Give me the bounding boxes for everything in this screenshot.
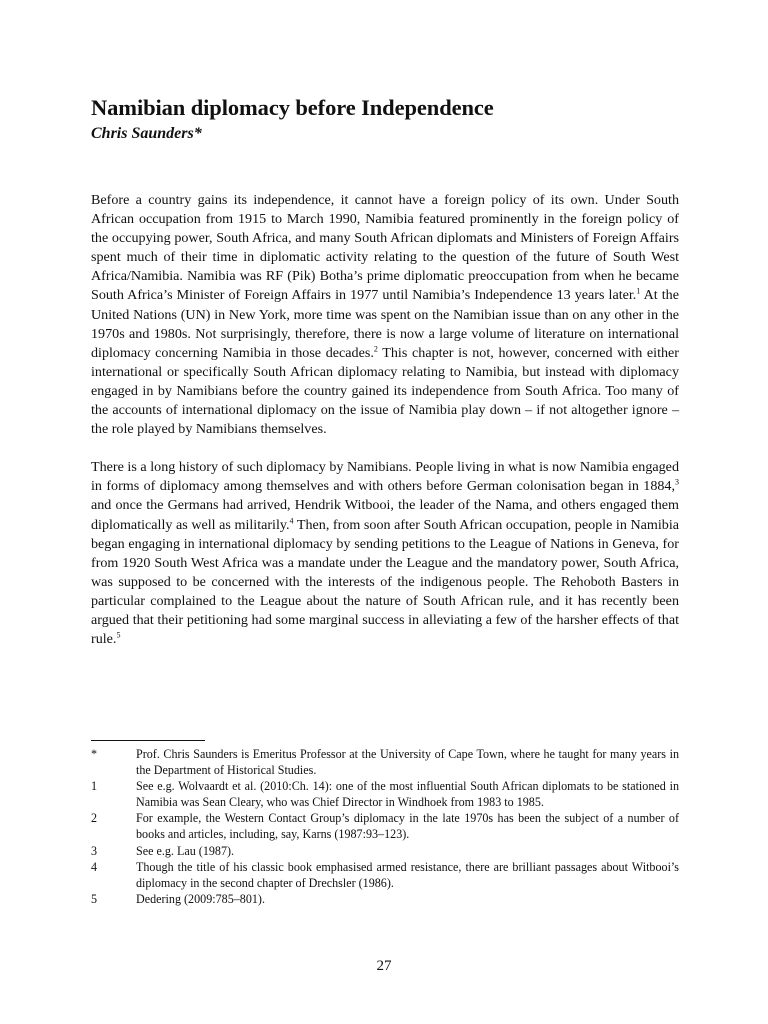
footnote-text: See e.g. Wolvaardt et al. (2010:Ch. 14): one of the most influential South African diplomats to be stationed in Namibia was Sean Cleary, who was Chief Director in Windhoek from 1983 to 1985. xyxy=(136,779,679,809)
paragraph-2 xyxy=(91,458,679,649)
footnote-mark: 3 xyxy=(91,843,98,858)
paragraph-2-text-3: Then, from soon after South African occupation, people in Namibia began engaging in international diplomacy by sending petitions to the League of Nations in Geneva, for from 1920 South West Africa was a mandate under the League and the mandatory power, South Africa, was supposed to be concerned with the interests of the indigenous people. The Rehoboth Basters in particular complained to the League about the nature of South African rule, and it has recently been argued that their petitioning had some marginal success in alleviating a few of the harsher effects of that rule. xyxy=(91,516,679,648)
page-number: 27 xyxy=(376,958,392,974)
paragraph-1-text-1: Before a country gains its independence, it cannot have a foreign policy of its own. Under South African occupation from 1915 to March 1990, Namibia featured prominently in the foreign policy of the occupying power, South Africa, and many South African diplomats and Ministers of Foreign Affairs spent much of their time in diplomatic activity relating to the question of the future of South West Africa/Namibia. Namibia was RF (Pik) Botha’s prime diplomatic preoccupation from when he became South Africa’s Minister of Foreign Affairs in 1977 until Namibia’s Independence 13 years later. xyxy=(91,192,679,304)
footnote-text: Though the title of his classic book emphasised armed resistance, there are brilliant passages about Witbooi’s diplomacy in the second chapter of Drechsler (1986). xyxy=(136,860,679,890)
chapter-title: Namibian diplomacy before Independence xyxy=(91,95,494,120)
footnote-mark: 2 xyxy=(91,811,98,826)
footnote-author xyxy=(91,747,679,778)
paragraph-1-text-2: At the United Nations (UN) in New York, more time was spent on the Namibian issue than on any other in the 1970s and 1980s. Not surprisingly, therefore, there is now a large volume of literature on international diplomacy concerning Namibia in those decades. xyxy=(91,287,679,361)
footnote-1 xyxy=(91,779,679,810)
footnote-mark: * xyxy=(91,747,98,761)
footnote-mark: 4 xyxy=(91,860,98,875)
body-text xyxy=(91,191,679,649)
footnote-5 xyxy=(91,892,679,908)
footnote-ref-4[interactable]: 4 xyxy=(289,515,294,525)
footnote-3 xyxy=(91,844,679,860)
footnote-separator xyxy=(91,740,205,741)
footnotes xyxy=(91,747,679,909)
footnote-2 xyxy=(91,811,679,842)
footnote-ref-1[interactable]: 1 xyxy=(636,286,641,296)
page-body xyxy=(91,94,679,668)
footnote-ref-3[interactable]: 3 xyxy=(675,477,679,487)
footnote-text: See e.g. Lau (1987). xyxy=(136,843,235,858)
paragraph-1 xyxy=(91,191,679,439)
footnote-4 xyxy=(91,860,679,891)
footnote-mark: 5 xyxy=(91,892,98,907)
footnote-text: Prof. Chris Saunders is Emeritus Professor at the University of Cape Town, where he taught for many years in the Department of Historical Studies. xyxy=(136,747,679,777)
paragraph-1-text-3: This chapter is not, however, concerned with either international or specifically South African diplomacy relating to Namibia, but instead with diplomacy engaged in by Namibians before the country gained its independence from South Africa. Too many of the accounts of international diplomacy on the issue of Namibia play down – if not altogether ignore – the role played by Namibians themselves. xyxy=(91,344,679,438)
footnote-text: Dedering (2009:785–801). xyxy=(136,892,265,907)
author-name: Chris Saunders* xyxy=(91,125,202,142)
paragraph-2-text-2: and once the Germans had arrived, Hendrik Witbooi, the leader of the Nama, and others engaged them diplomatically as well as militarily. xyxy=(91,497,679,533)
footnote-ref-5[interactable]: 5 xyxy=(116,630,121,640)
footnote-mark: 1 xyxy=(91,779,98,794)
footnote-text: For example, the Western Contact Group’s diplomacy in the late 1970s has been the subject of a number of books and articles, including, say, Karns (1987:93–123). xyxy=(136,811,679,841)
paragraph-2-text-1: There is a long history of such diplomacy by Namibians. People living in what is now Namibia engaged in forms of diplomacy among themselves and with others before German colonisation began in 1884, xyxy=(91,459,679,495)
footnote-ref-2[interactable]: 2 xyxy=(373,344,378,354)
